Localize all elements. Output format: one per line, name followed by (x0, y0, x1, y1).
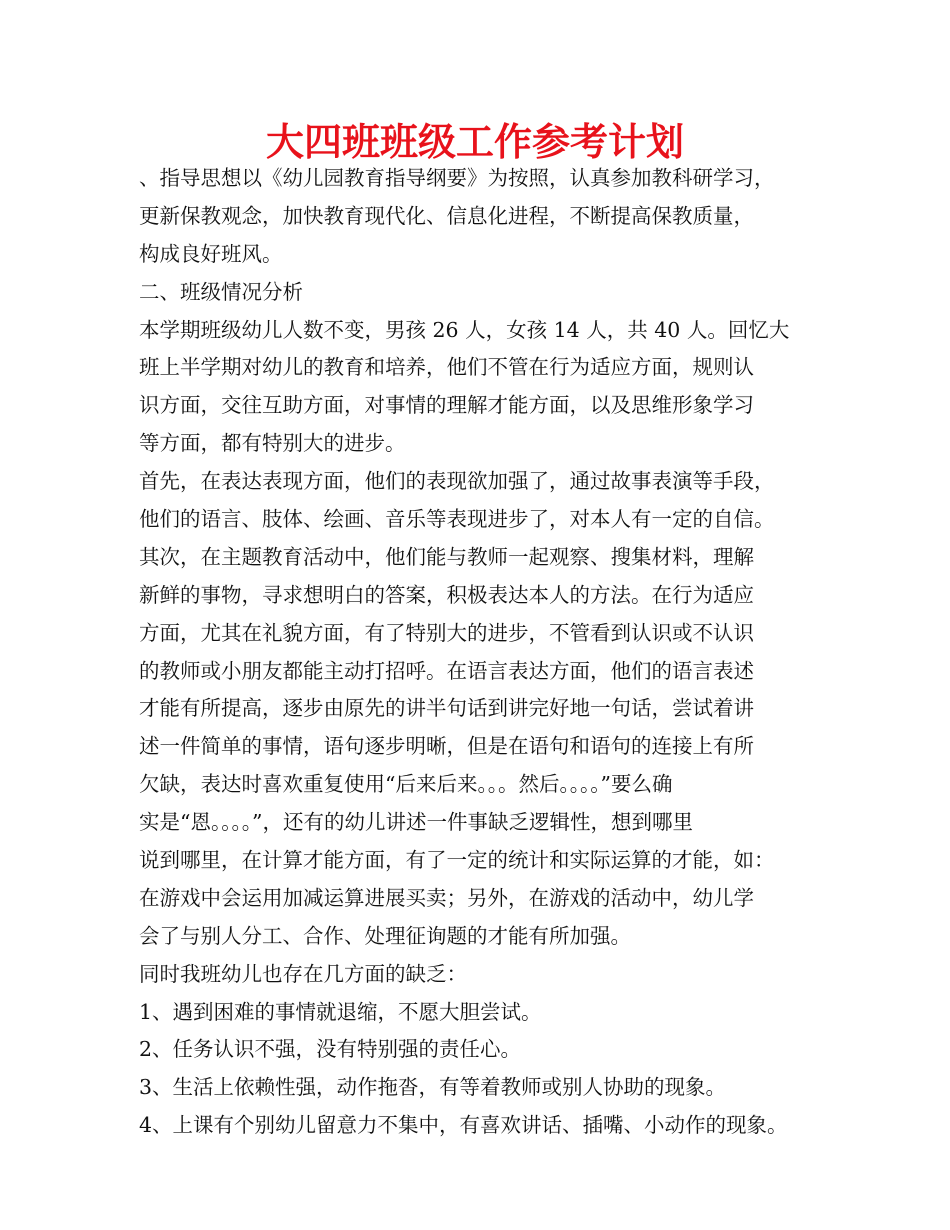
body-line: 更新保教观念，加快教育现代化、信息化进程，不断提高保教质量， (139, 203, 754, 228)
body-line: 在游戏中会运用加减运算进展买卖；另外，在游戏的活动中，幼儿学 (139, 885, 754, 910)
document-title: 大四班班级工作参考计划 (265, 120, 684, 164)
document-body (139, 160, 829, 1145)
body-line: 他们的语言、肢体、绘画、音乐等表现进步了，对本人有一定的自信。 (139, 507, 775, 532)
body-line: 新鲜的事物，寻求想明白的答案，积极表达本人的方法。在行为适应 (139, 582, 754, 607)
body-line: 会了与别人分工、合作、处理征询题的才能有所加强。 (139, 923, 631, 948)
body-line: 班上半学期对幼儿的教育和培养，他们不管在行为适应方面，规则认 (139, 355, 754, 380)
body-line: 欠缺，表达时喜欢重复使用“后来后来。。。然后。。。。”要么确 (139, 772, 673, 797)
body-line: 识方面，交往互助方面，对事情的理解才能方面，以及思维形象学习 (139, 393, 754, 418)
body-line: 首先，在表达表现方面，他们的表现欲加强了，通过故事表演等手段， (139, 469, 775, 494)
list-item: 1、遇到困难的事情就退缩，不愿大胆尝试。 (139, 999, 542, 1024)
section-heading: 二、班级情况分析 (139, 279, 303, 304)
list-item: 2、任务认识不强，没有特别强的责任心。 (139, 1037, 522, 1062)
body-line: 实是“恩。。。。”，还有的幼儿讲述一件事缺乏逻辑性，想到哪里 (139, 810, 693, 835)
body-line: 、指导思想以《幼儿园教育指导纲要》为按照，认真参加教科研学习， (139, 166, 775, 190)
body-line: 才能有所提高，逐步由原先的讲半句话到讲完好地一句话，尝试着讲 (139, 696, 754, 721)
body-line: 说到哪里，在计算才能方面，有了一定的统计和实际运算的才能，如： (139, 848, 775, 873)
body-line: 其次，在主题教育活动中，他们能与教师一起观察、搜集材料，理解 (139, 544, 754, 569)
body-line: 本学期班级幼儿人数不变，男孩 26 人，女孩 14 人，共 40 人。回忆大 (139, 317, 790, 342)
body-line: 构成良好班风。 (139, 241, 283, 266)
body-line: 等方面，都有特别大的进步。 (139, 431, 406, 456)
body-line: 方面，尤其在礼貌方面，有了特别大的进步，不管看到认识或不认识 (139, 620, 754, 645)
body-line: 述一件简单的事情，语句逐步明晰，但是在语句和语句的连接上有所 (139, 734, 754, 759)
body-line: 同时我班幼儿也存在几方面的缺乏： (139, 961, 467, 986)
list-item: 4、上课有个别幼儿留意力不集中，有喜欢讲话、插嘴、小动作的现象。 (139, 1113, 788, 1138)
body-line: 的教师或小朋友都能主动打招呼。在语言表达方面，他们的语言表述 (139, 658, 754, 683)
list-item: 3、生活上依赖性强，动作拖沓，有等着教师或别人协助的现象。 (139, 1075, 727, 1100)
